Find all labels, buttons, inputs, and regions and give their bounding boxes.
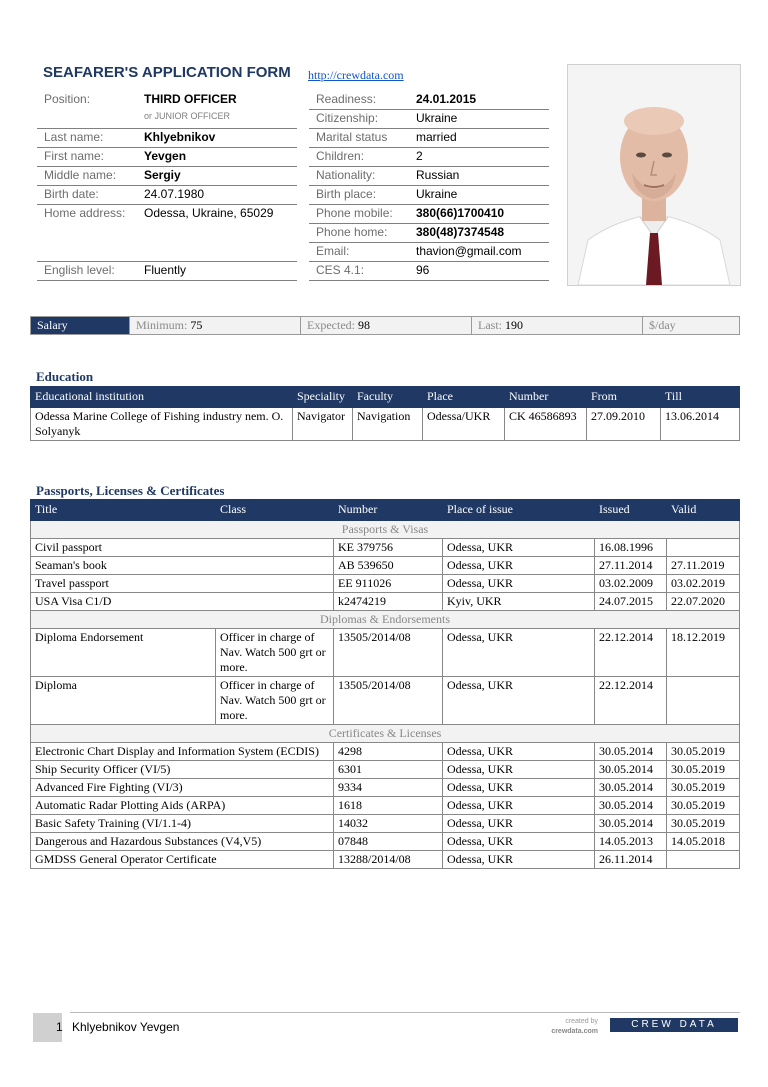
table-cell: Navigation bbox=[353, 408, 423, 441]
column-header: Issued bbox=[595, 500, 667, 521]
footer-divider bbox=[70, 1012, 740, 1013]
position-alt: or JUNIOR OFFICER bbox=[137, 110, 297, 129]
table-cell: USA Visa C1/D bbox=[31, 593, 334, 611]
table-cell: 13288/2014/08 bbox=[334, 851, 443, 869]
group-row bbox=[31, 611, 740, 629]
group-row bbox=[31, 725, 740, 743]
column-header: Number bbox=[334, 500, 443, 521]
certificates-table bbox=[30, 499, 740, 869]
table-cell: Ship Security Officer (VI/5) bbox=[31, 761, 334, 779]
first-name-label: First name: bbox=[37, 148, 137, 167]
table-row bbox=[31, 761, 740, 779]
table-cell: Odessa, UKR bbox=[443, 575, 595, 593]
table-row bbox=[31, 833, 740, 851]
column-header: Faculty bbox=[353, 387, 423, 408]
readiness-value: 24.01.2015 bbox=[409, 91, 549, 110]
english-label: English level: bbox=[37, 262, 137, 281]
table-row bbox=[31, 779, 740, 797]
salary-expected bbox=[301, 317, 472, 335]
table-cell: 9334 bbox=[334, 779, 443, 797]
group-label: Diplomas & Endorsements bbox=[31, 611, 740, 629]
table-cell: Odessa/UKR bbox=[423, 408, 505, 441]
table-cell: 30.05.2014 bbox=[595, 797, 667, 815]
first-name-value: Yevgen bbox=[137, 148, 297, 167]
table-cell: KE 379756 bbox=[334, 539, 443, 557]
salary-last bbox=[472, 317, 643, 335]
salary-minimum bbox=[130, 317, 301, 335]
table-cell: 22.12.2014 bbox=[595, 629, 667, 677]
table-cell: 30.05.2019 bbox=[667, 743, 740, 761]
certificates-heading: Passports, Licenses & Certificates bbox=[36, 483, 225, 498]
position-value: THIRD OFFICER bbox=[144, 92, 237, 106]
group-label: Passports & Visas bbox=[31, 521, 740, 539]
position-label: Position: bbox=[44, 92, 91, 106]
table-cell: Odessa, UKR bbox=[443, 815, 595, 833]
table-row bbox=[31, 539, 740, 557]
column-header: Educational institution bbox=[31, 387, 293, 408]
table-cell: 26.11.2014 bbox=[595, 851, 667, 869]
table-cell: 22.07.2020 bbox=[667, 593, 740, 611]
table-cell: Navigator bbox=[293, 408, 353, 441]
table-cell: k2474219 bbox=[334, 593, 443, 611]
page-number: 1 bbox=[56, 1020, 63, 1034]
table-cell: Diploma Endorsement bbox=[31, 629, 216, 677]
table-cell: CK 46586893 bbox=[505, 408, 587, 441]
table-cell: Odessa, UKR bbox=[443, 629, 595, 677]
table-cell: Odessa, UKR bbox=[443, 557, 595, 575]
salary-expected-label: Expected: bbox=[307, 318, 355, 332]
children-label: Children: bbox=[309, 148, 409, 167]
table-cell: Travel passport bbox=[31, 575, 334, 593]
last-name-label: Last name: bbox=[37, 129, 137, 148]
table-cell: 24.07.2015 bbox=[595, 593, 667, 611]
crewdata-link[interactable]: http://crewdata.com bbox=[308, 68, 404, 82]
email-label: Email: bbox=[309, 243, 409, 262]
table-cell: Advanced Fire Fighting (VI/3) bbox=[31, 779, 334, 797]
home-address-label: Home address: bbox=[44, 206, 126, 220]
table-cell: 13505/2014/08 bbox=[334, 677, 443, 725]
education-table bbox=[30, 386, 740, 441]
table-cell bbox=[667, 539, 740, 557]
table-cell: Odessa, UKR bbox=[443, 779, 595, 797]
table-cell: 14032 bbox=[334, 815, 443, 833]
salary-expected-value: 98 bbox=[357, 318, 370, 332]
created-by bbox=[520, 1017, 598, 1037]
column-header: Place of issue bbox=[443, 500, 595, 521]
column-header: Till bbox=[661, 387, 740, 408]
salary-table bbox=[30, 316, 740, 335]
table-row bbox=[31, 815, 740, 833]
readiness-label: Readiness: bbox=[309, 91, 409, 110]
table-cell: 14.05.2013 bbox=[595, 833, 667, 851]
group-row bbox=[31, 521, 740, 539]
table-cell: 30.05.2019 bbox=[667, 797, 740, 815]
column-header: Class bbox=[216, 500, 334, 521]
crewdata-logo: CREW DATA bbox=[610, 1018, 738, 1032]
salary-last-value: 190 bbox=[505, 318, 523, 332]
table-cell: EE 911026 bbox=[334, 575, 443, 593]
table-row bbox=[31, 408, 740, 441]
nationality-value: Russian bbox=[409, 167, 549, 186]
table-cell: 1618 bbox=[334, 797, 443, 815]
table-cell bbox=[667, 677, 740, 725]
personal-info-table bbox=[37, 91, 549, 281]
column-header: Valid bbox=[667, 500, 740, 521]
group-label: Certificates & Licenses bbox=[31, 725, 740, 743]
table-cell: Odessa, UKR bbox=[443, 743, 595, 761]
table-cell bbox=[667, 851, 740, 869]
table-cell: 07848 bbox=[334, 833, 443, 851]
last-name-value: Khlyebnikov bbox=[137, 129, 297, 148]
marital-value: married bbox=[409, 129, 549, 148]
table-cell: Seaman's book bbox=[31, 557, 334, 575]
table-cell: Odessa, UKR bbox=[443, 761, 595, 779]
table-cell: Officer in charge of Nav. Watch 500 grt or more. bbox=[216, 629, 334, 677]
table-cell: 27.11.2019 bbox=[667, 557, 740, 575]
table-cell: Automatic Radar Plotting Aids (ARPA) bbox=[31, 797, 334, 815]
marital-label: Marital status bbox=[309, 129, 409, 148]
birth-place-label: Birth place: bbox=[309, 186, 409, 205]
table-cell: 13.06.2014 bbox=[661, 408, 740, 441]
table-cell: Kyiv, UKR bbox=[443, 593, 595, 611]
table-cell: 03.02.2019 bbox=[667, 575, 740, 593]
salary-minimum-label: Minimum: bbox=[136, 318, 188, 332]
portrait-illustration bbox=[568, 65, 740, 285]
column-header: Title bbox=[31, 500, 216, 521]
column-header: From bbox=[587, 387, 661, 408]
phone-mobile-label: Phone mobile: bbox=[309, 205, 409, 224]
table-row bbox=[31, 851, 740, 869]
table-cell: 27.09.2010 bbox=[587, 408, 661, 441]
birth-date-label: Birth date: bbox=[37, 186, 137, 205]
citizenship-label: Citizenship: bbox=[309, 110, 409, 129]
phone-home-label: Phone home: bbox=[309, 224, 409, 243]
table-cell: 27.11.2014 bbox=[595, 557, 667, 575]
table-row bbox=[31, 575, 740, 593]
table-cell: 18.12.2019 bbox=[667, 629, 740, 677]
column-header: Place bbox=[423, 387, 505, 408]
middle-name-value: Sergiy bbox=[137, 167, 297, 186]
applicant-photo bbox=[567, 64, 741, 286]
table-cell: Odessa, UKR bbox=[443, 539, 595, 557]
table-cell: 30.05.2019 bbox=[667, 779, 740, 797]
table-row bbox=[31, 797, 740, 815]
table-row bbox=[31, 743, 740, 761]
table-cell: Odessa, UKR bbox=[443, 797, 595, 815]
table-cell: 4298 bbox=[334, 743, 443, 761]
table-cell: 30.05.2014 bbox=[595, 815, 667, 833]
birth-date-value: 24.07.1980 bbox=[137, 186, 297, 205]
salary-unit: $/day bbox=[643, 317, 740, 335]
citizenship-value: Ukraine bbox=[409, 110, 549, 129]
table-cell: Diploma bbox=[31, 677, 216, 725]
english-value: Fluently bbox=[137, 262, 297, 281]
table-cell: GMDSS General Operator Certificate bbox=[31, 851, 334, 869]
table-cell: 03.02.2009 bbox=[595, 575, 667, 593]
table-cell: 30.05.2014 bbox=[595, 743, 667, 761]
table-cell: Odessa, UKR bbox=[443, 851, 595, 869]
table-cell: Odessa, UKR bbox=[443, 833, 595, 851]
created-by-label: created by bbox=[565, 1018, 598, 1025]
table-cell: 30.05.2019 bbox=[667, 761, 740, 779]
education-heading: Education bbox=[36, 369, 94, 384]
table-cell: 16.08.1996 bbox=[595, 539, 667, 557]
table-row bbox=[31, 557, 740, 575]
table-cell: Dangerous and Hazardous Substances (V4,V5) bbox=[31, 833, 334, 851]
created-by-site: crewdata.com bbox=[551, 1028, 598, 1035]
email-value[interactable]: thavion@gmail.com bbox=[409, 243, 549, 262]
table-cell: Odessa, UKR bbox=[443, 677, 595, 725]
salary-minimum-value: 75 bbox=[190, 318, 203, 332]
table-cell: Civil passport bbox=[31, 539, 334, 557]
home-address-value: Odessa, Ukraine, 65029 bbox=[144, 206, 274, 220]
form-title: SEAFARER'S APPLICATION FORM bbox=[43, 64, 291, 81]
table-cell: 22.12.2014 bbox=[595, 677, 667, 725]
phone-home-value: 380(48)7374548 bbox=[409, 224, 549, 243]
table-cell: Odessa Marine College of Fishing industry nem. O.Solyanyk bbox=[31, 408, 293, 441]
table-row bbox=[31, 677, 740, 725]
nationality-label: Nationality: bbox=[309, 167, 409, 186]
table-cell: 6301 bbox=[334, 761, 443, 779]
table-cell: AB 539650 bbox=[334, 557, 443, 575]
salary-label: Salary bbox=[31, 317, 130, 335]
ces-value: 96 bbox=[409, 262, 549, 281]
column-header: Speciality bbox=[293, 387, 353, 408]
table-cell: Basic Safety Training (VI/1.1-4) bbox=[31, 815, 334, 833]
phone-mobile-value: 380(66)1700410 bbox=[409, 205, 549, 224]
birth-place-value: Ukraine bbox=[409, 186, 549, 205]
ces-label: CES 4.1: bbox=[309, 262, 409, 281]
footer-name: Khlyebnikov Yevgen bbox=[72, 1020, 180, 1034]
table-cell: Electronic Chart Display and Information System (ECDIS) bbox=[31, 743, 334, 761]
table-row bbox=[31, 629, 740, 677]
salary-last-label: Last: bbox=[478, 318, 502, 332]
table-cell: 30.05.2014 bbox=[595, 779, 667, 797]
table-cell: 30.05.2014 bbox=[595, 761, 667, 779]
table-cell: 13505/2014/08 bbox=[334, 629, 443, 677]
children-value: 2 bbox=[409, 148, 549, 167]
table-row bbox=[31, 593, 740, 611]
table-cell: 14.05.2018 bbox=[667, 833, 740, 851]
table-cell: 30.05.2019 bbox=[667, 815, 740, 833]
table-cell: Officer in charge of Nav. Watch 500 grt or more. bbox=[216, 677, 334, 725]
column-header: Number bbox=[505, 387, 587, 408]
middle-name-label: Middle name: bbox=[37, 167, 137, 186]
